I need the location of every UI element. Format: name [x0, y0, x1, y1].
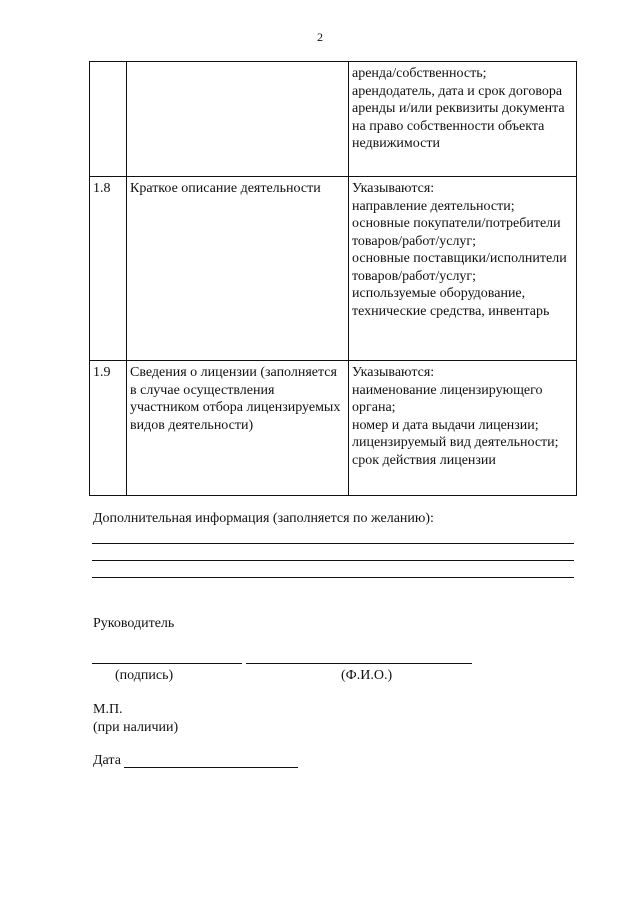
additional-info-label: Дополнительная информация (заполняется по желанию): — [93, 511, 434, 526]
row-number: 1.9 — [90, 361, 127, 496]
row-description: Указываются: наименование лицензирующего органа; номер и дата выдачи лицензии; лицензируемый вид деятельности; срок действия лицензии — [349, 361, 577, 496]
additional-info-line[interactable] — [92, 577, 574, 578]
stamp-label: М.П. — [93, 702, 123, 717]
signature-line[interactable] — [92, 663, 242, 664]
row-name — [127, 62, 349, 177]
date-line[interactable] — [124, 767, 298, 768]
full-name-line[interactable] — [246, 663, 472, 664]
date-label: Дата — [93, 753, 121, 768]
row-name: Сведения о лицензии (заполняется в случае осуществления участником отбора лицензируемых видов деятельности) — [127, 361, 349, 496]
row-name: Краткое описание деятельности — [127, 177, 349, 361]
table-row — [90, 62, 577, 177]
full-name-caption: (Ф.И.О.) — [341, 668, 393, 683]
page-number: 2 — [317, 30, 323, 44]
row-description: аренда/собственность; арендодатель, дата и срок договора аренды и/или реквизиты документа на право собственности объекта недвижимости — [349, 62, 577, 177]
row-number: 1.8 — [90, 177, 127, 361]
table-row — [90, 361, 577, 496]
row-description: Указываются: направление деятельности; основные покупатели/потребители товаров/работ/услуг; основные поставщики/исполнители товаров/работ/услуг; используемые оборудование, технические средства, инвентарь — [349, 177, 577, 361]
head-label: Руководитель — [93, 616, 175, 631]
table-row — [90, 177, 577, 361]
signature-caption: (подпись) — [115, 668, 174, 683]
additional-info-line[interactable] — [92, 560, 574, 561]
stamp-note: (при наличии) — [93, 720, 179, 735]
application-form-table — [89, 61, 577, 496]
additional-info-line[interactable] — [92, 543, 574, 544]
row-number — [90, 62, 127, 177]
